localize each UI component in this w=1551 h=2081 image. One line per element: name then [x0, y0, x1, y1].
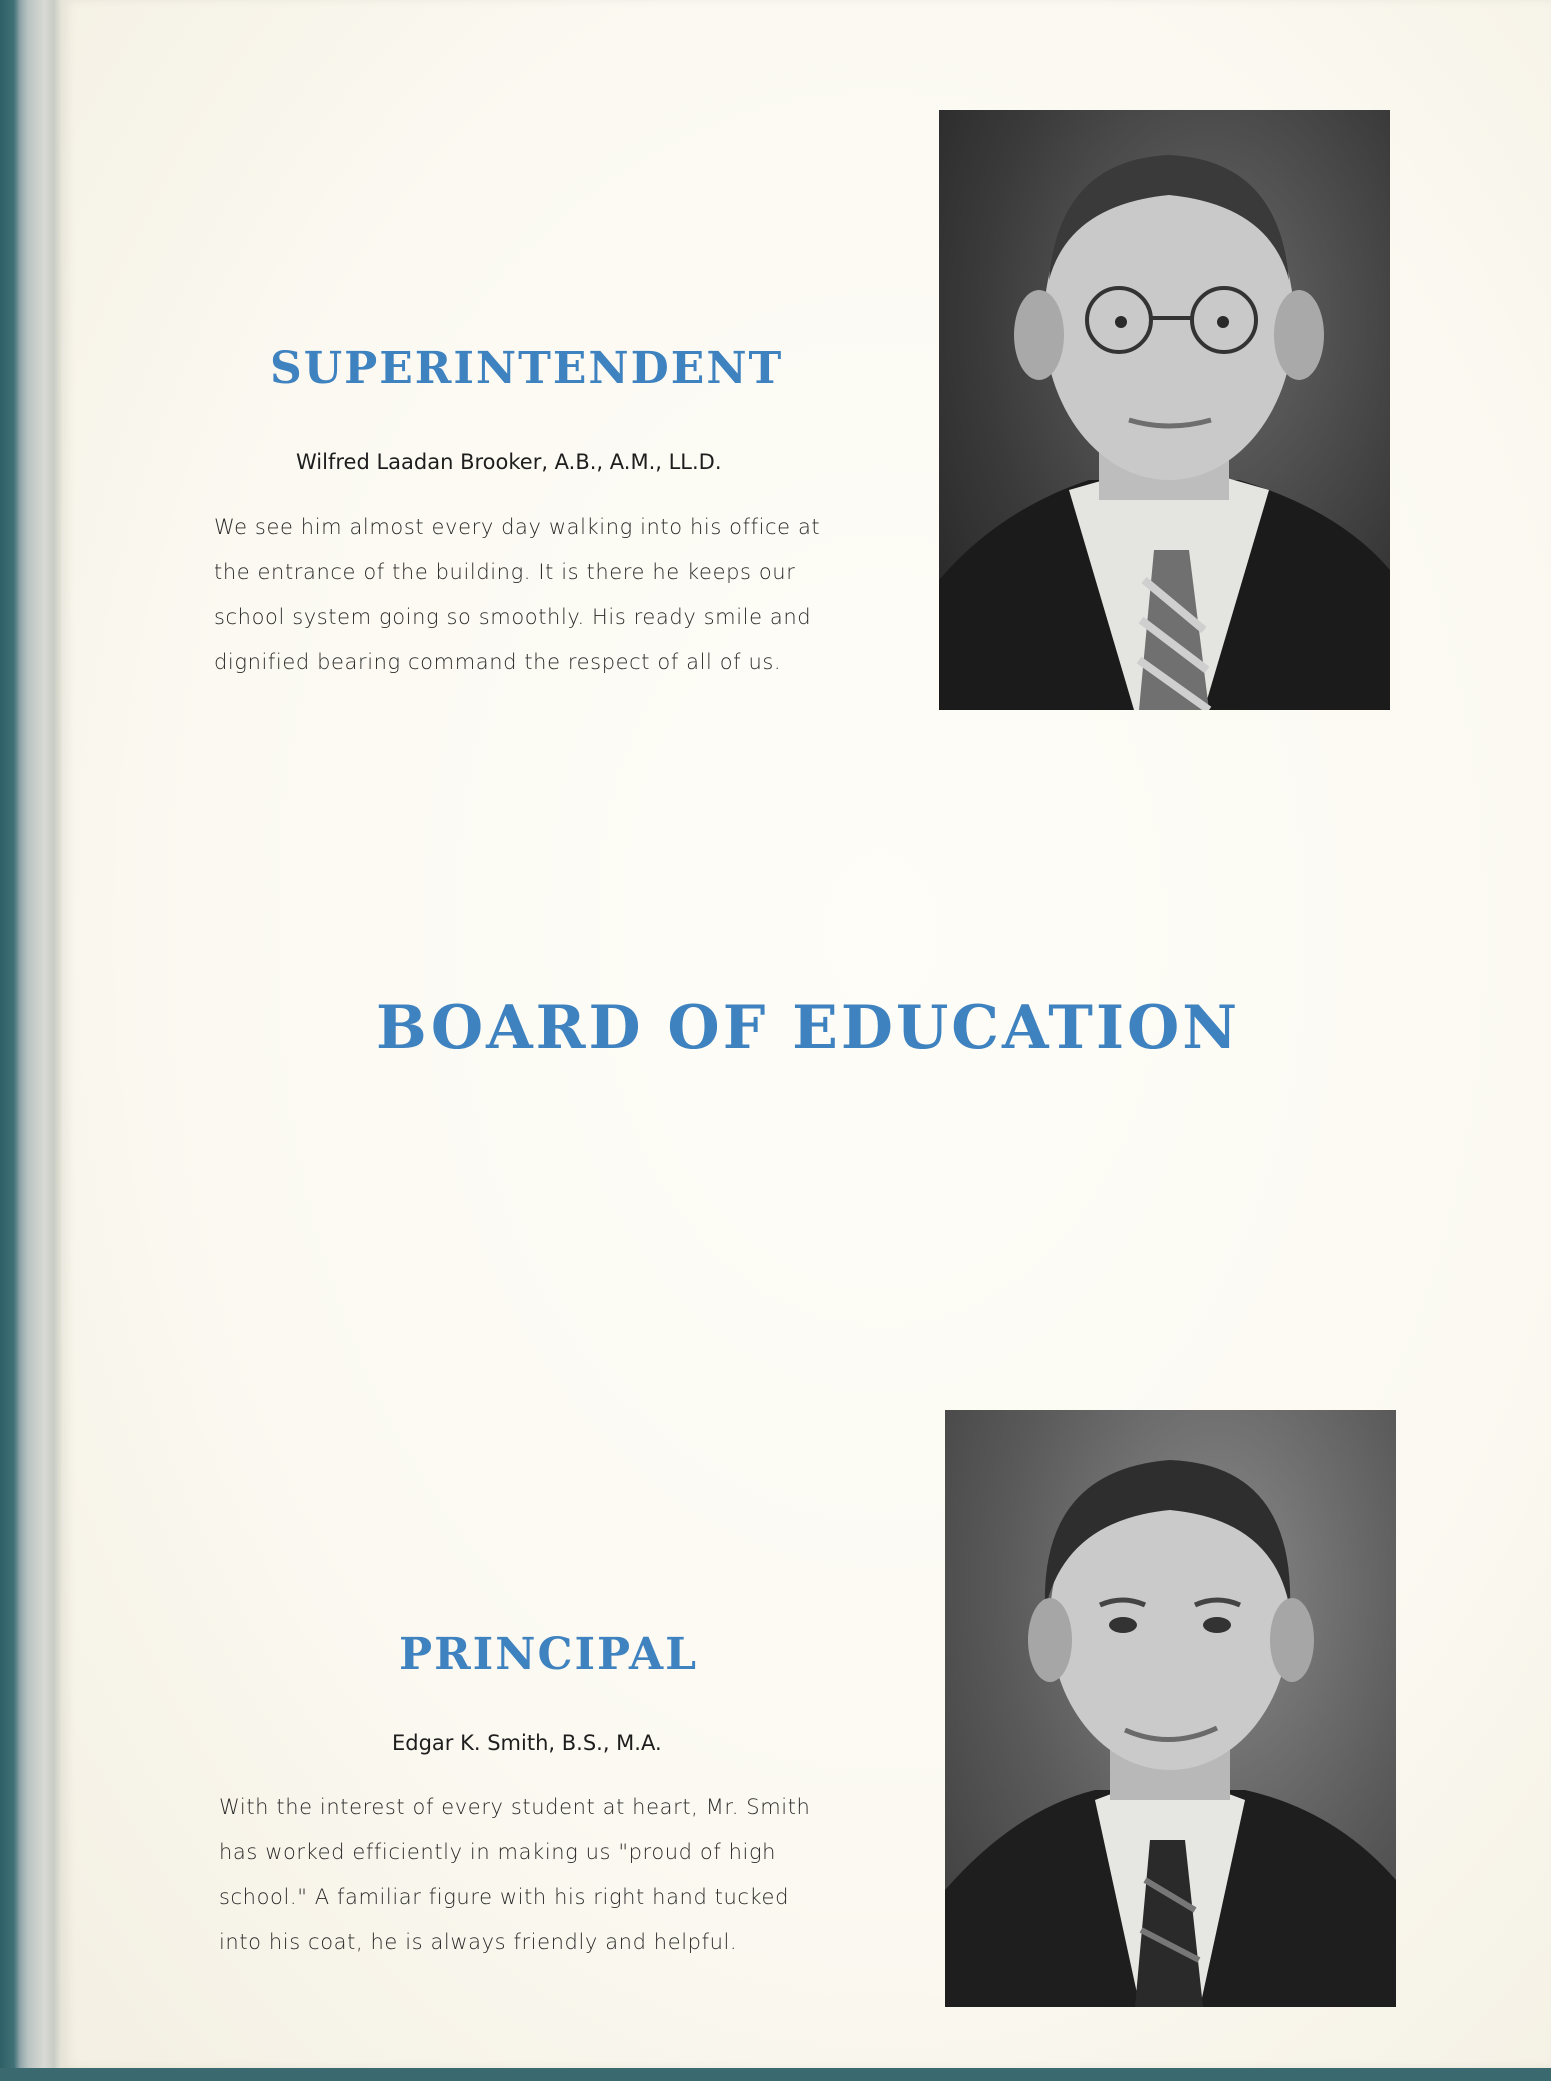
superintendent-description-line: school system going so smoothly. His ready smile and — [214, 605, 812, 629]
superintendent-heading: SUPERINTENDENT — [270, 343, 784, 394]
principal-description — [219, 1785, 810, 1965]
principal-description-line: With the interest of every student at heart, Mr. Smith — [219, 1795, 811, 1819]
superintendent-description — [214, 505, 820, 685]
superintendent-portrait — [939, 110, 1390, 710]
yearbook-page — [62, 0, 1551, 2068]
principal-heading: PRINCIPAL — [399, 1629, 699, 1680]
principal-description-line: school." A familiar figure with his right hand tucked — [219, 1885, 790, 1909]
superintendent-description-line: We see him almost every day walking into his office at — [214, 515, 821, 539]
superintendent-description-line: the entrance of the building. It is there he keeps our — [214, 560, 796, 584]
superintendent-name: Wilfred Laadan Brooker, A.B., A.M., LL.D. — [296, 450, 722, 474]
principal-name: Edgar K. Smith, B.S., M.A. — [392, 1731, 662, 1755]
principal-portrait — [945, 1410, 1396, 2007]
book-binding — [0, 0, 62, 2081]
superintendent-description-line: dignified bearing command the respect of all of us. — [214, 650, 782, 674]
principal-description-line: into his coat, he is always friendly and helpful. — [219, 1930, 738, 1954]
board-of-education-heading: BOARD OF EDUCATION — [376, 993, 1241, 1063]
principal-description-line: has worked efficiently in making us "proud of high — [219, 1840, 777, 1864]
page-bottom-edge — [0, 2068, 1551, 2081]
